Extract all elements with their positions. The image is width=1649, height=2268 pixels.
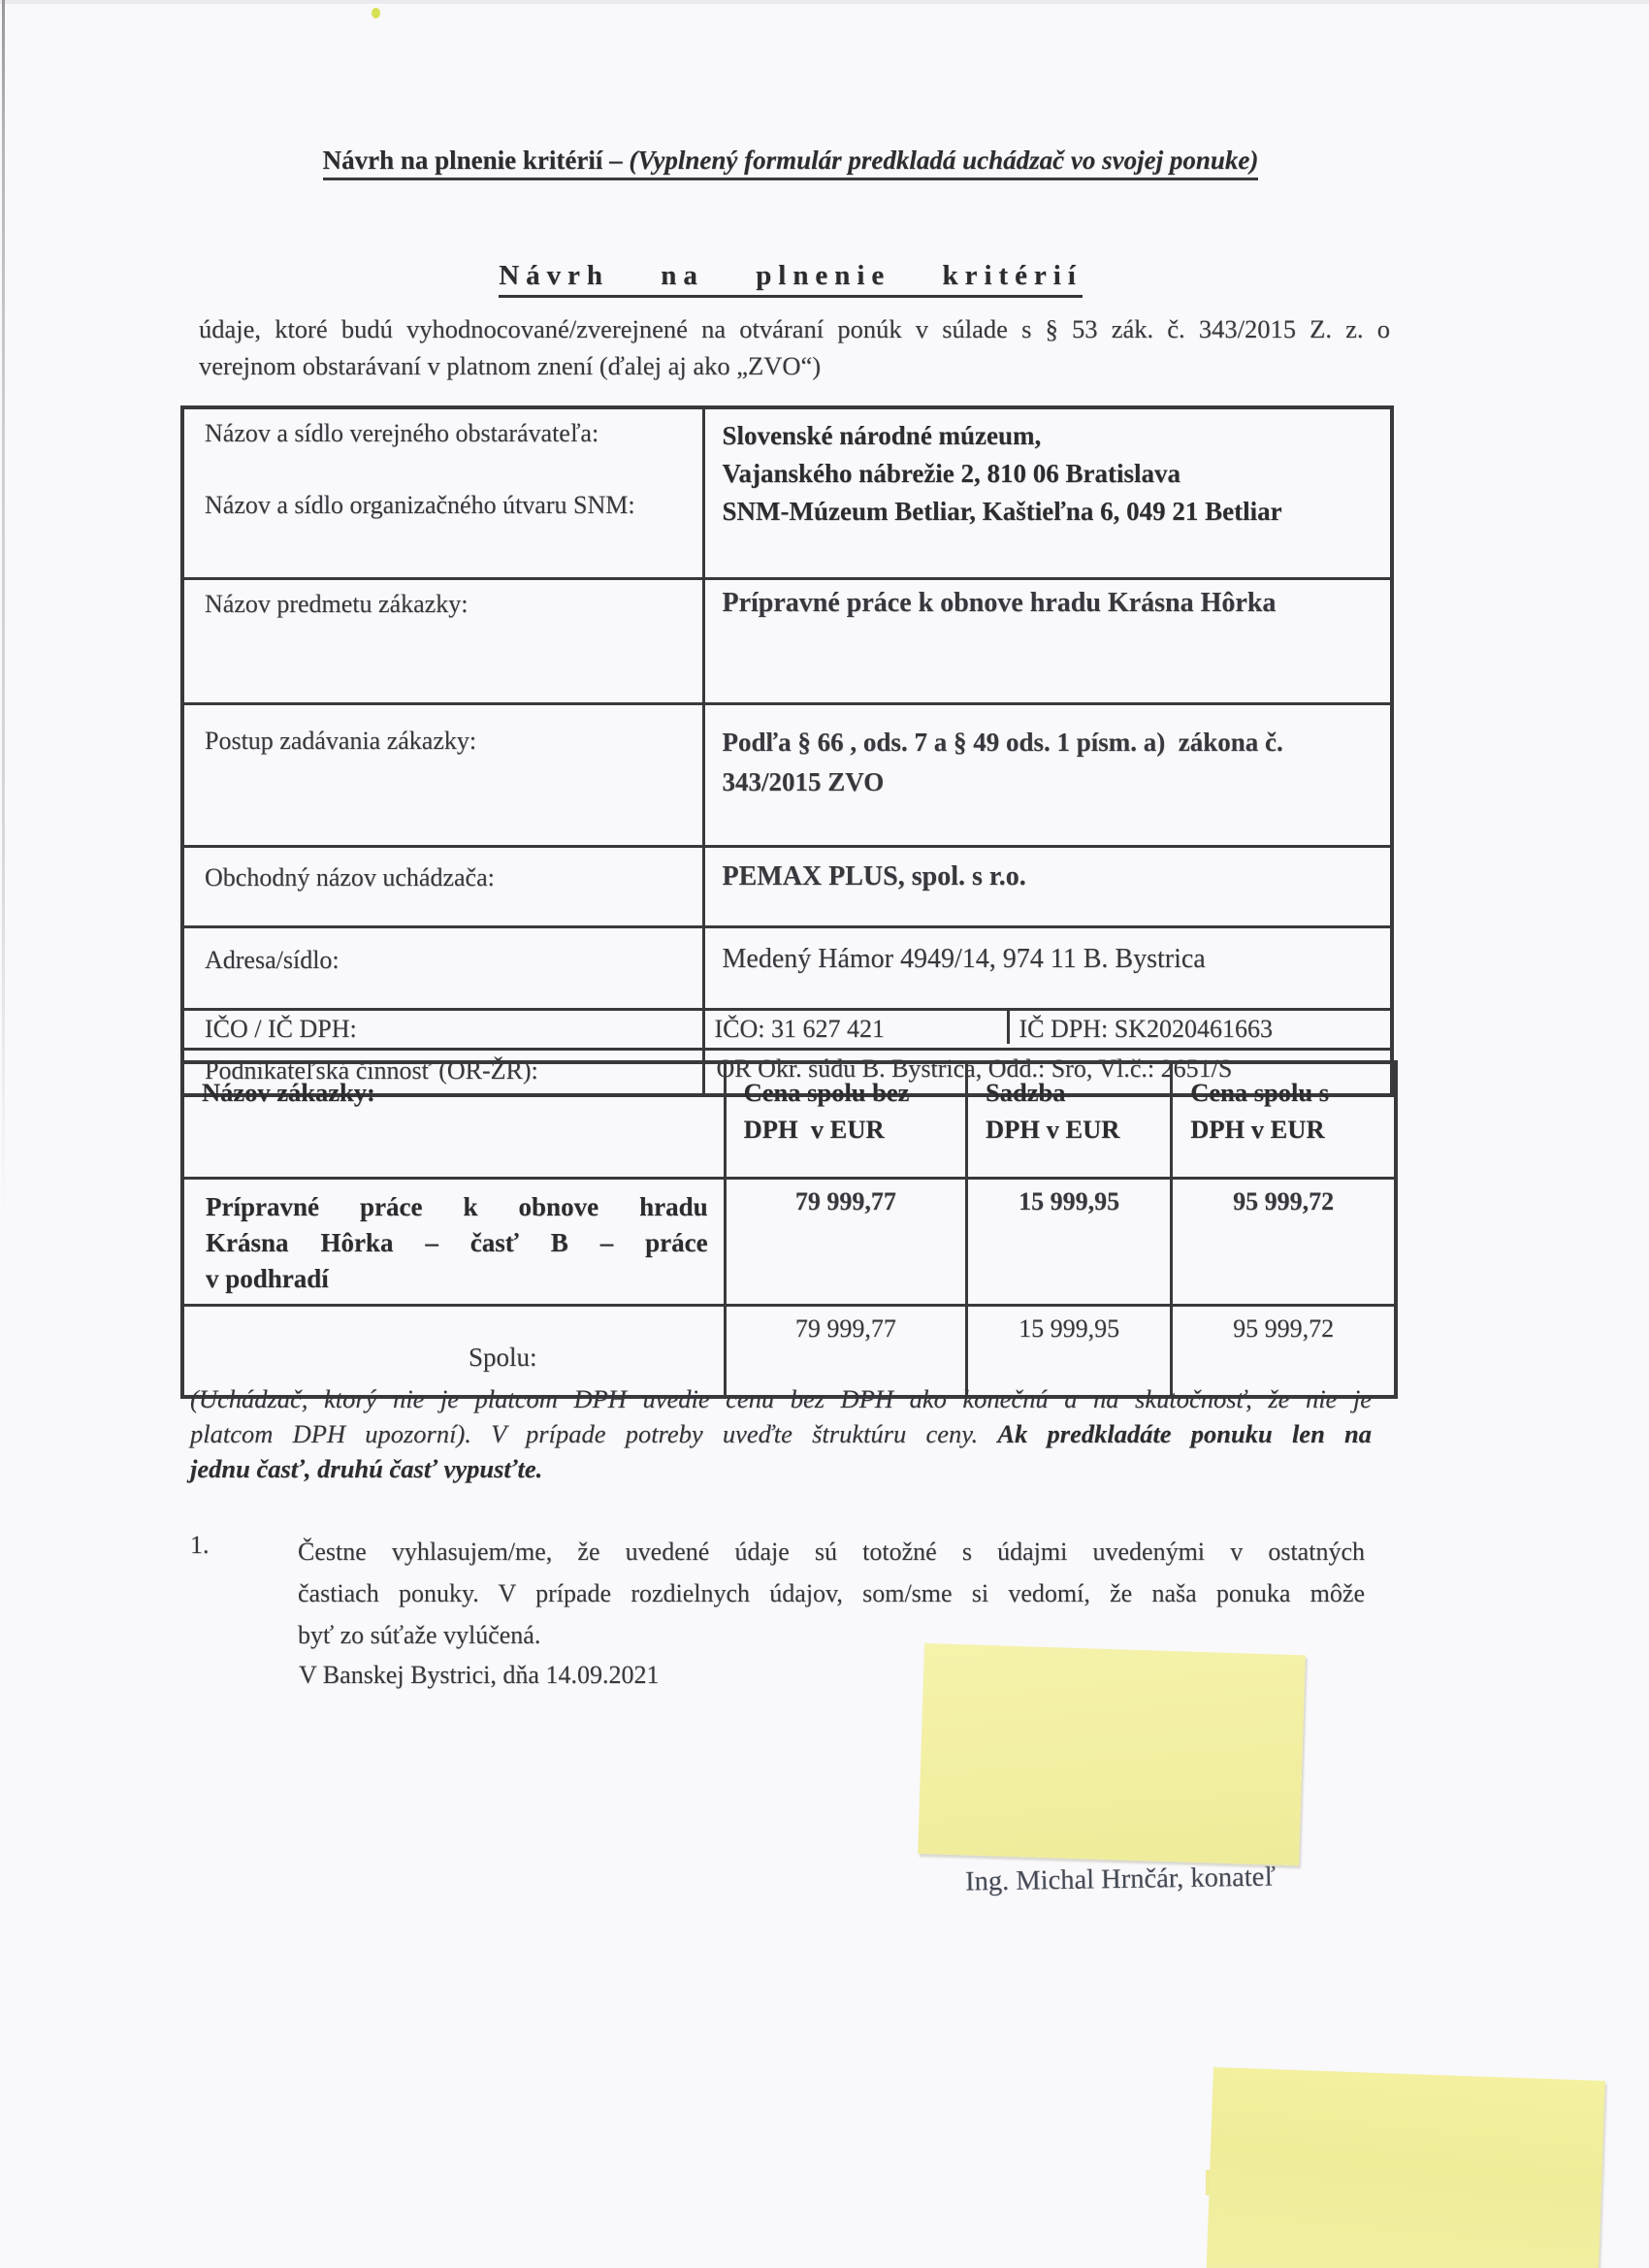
table-row xyxy=(182,407,1392,579)
value-ico-icdph xyxy=(703,1010,1392,1050)
label-address: Adresa/sídlo: xyxy=(182,927,703,1010)
label-procedure: Postup zadávania zákazky: xyxy=(182,704,703,847)
label-ico-icdph: IČO / IČ DPH: xyxy=(182,1010,703,1050)
place-date-line: V Banskej Bystrici, dňa 14.09.2021 xyxy=(299,1661,660,1689)
scan-left-edge-artifact xyxy=(2,0,5,1213)
scan-top-edge-artifact xyxy=(0,0,1649,4)
table-row xyxy=(182,847,1392,927)
signature-line: Ing. Michal Hrnčár, konateľ xyxy=(964,1862,1277,1897)
intro-line-1: údaje, ktoré budú vyhodnocované/zverejnené na otváraní ponúk v súlade s § 53 zák. č. 343/2015 Z. z. o xyxy=(199,314,1390,343)
value-icdph: IČ DPH: SK2020461663 xyxy=(1018,1015,1273,1043)
declaration-line-2: častiach ponuky. V prípade rozdielnych údajov, som/sme si vedomí, že naša ponuka môže xyxy=(298,1579,1365,1607)
col-header-contract-name: Názov zákazky: xyxy=(182,1062,725,1179)
table-row xyxy=(182,1010,1392,1050)
declaration-number: 1. xyxy=(190,1531,210,1559)
document-title xyxy=(146,146,1436,176)
label-subject: Názov predmetu zákazky: xyxy=(182,579,703,704)
value-ico: IČO: 31 627 421 xyxy=(705,1011,1010,1044)
value-contracting-authority: Slovenské národné múzeum, Vajanského nábrežie 2, 810 06 Bratislava SNM-Múzeum Betliar, Kaštieľna 6, 049 21 Betliar xyxy=(703,407,1392,579)
value-subject: Prípravné práce k obnove hradu Krásna Hôrka xyxy=(703,579,1392,704)
total-vat: 15 999,95 xyxy=(967,1306,1172,1398)
table-header-row xyxy=(182,1062,1396,1179)
item-price-no-vat: 79 999,77 xyxy=(725,1179,966,1306)
vat-note-paragraph xyxy=(190,1381,1372,1486)
table-row xyxy=(182,704,1392,847)
col-header-price-with-vat: Cena spolu s DPH v EUR xyxy=(1172,1062,1396,1179)
total-price-with-vat: 95 999,72 xyxy=(1172,1306,1396,1398)
price-criteria-table xyxy=(180,1060,1398,1399)
item-name: Prípravné práce k obnove hradu Krásna Hôrka – časť B – práce v podhradí xyxy=(182,1179,725,1306)
table-row xyxy=(182,927,1392,1010)
document-title-main: Návrh na plnenie kritérií – xyxy=(322,146,630,175)
document-title-note: (Vyplnený formulár predkladá uchádzač vo svojej ponuke) xyxy=(629,146,1259,175)
declaration-line-3: byť zo súťaže vylúčená. xyxy=(298,1621,541,1649)
item-vat: 15 999,95 xyxy=(967,1179,1172,1306)
intro-line-2: verejnom obstarávaní v platnom znení (ďalej aj ako „ZVO“) xyxy=(199,351,822,380)
declaration-paragraph xyxy=(298,1531,1365,1656)
vat-note-line-3: jednu časť, druhú časť vypusťte. xyxy=(190,1454,543,1483)
declaration-line-1: Čestne vyhlasujem/me, že uvedené údaje sú totožné s údajmi uvedenými v ostatných xyxy=(298,1538,1365,1566)
value-bidder-name: PEMAX PLUS, spol. s r.o. xyxy=(703,847,1392,927)
label-bidder-name: Obchodný názov uchádzača: xyxy=(182,847,703,927)
sticky-note-bottom-right xyxy=(1206,2067,1605,2268)
item-price-with-vat: 95 999,72 xyxy=(1172,1179,1396,1306)
label-business-activity: Podnikateľská činnosť (OR-ŽR): xyxy=(182,1050,703,1096)
label-org-unit-snm: Názov a sídlo organizačného útvaru SNM: xyxy=(205,491,635,519)
vat-note-line-1: (Uchádzač, ktorý nie je platcom DPH uvedie cenu bez DPH ako konečnú a na skutočnosť, že nie je xyxy=(190,1384,1372,1413)
total-price-no-vat: 79 999,77 xyxy=(725,1306,966,1398)
table-row xyxy=(182,579,1392,704)
sticky-note-over-signature xyxy=(918,1643,1306,1865)
scan-color-dot-artifact xyxy=(372,8,380,18)
col-header-vat-rate: Sadzba DPH v EUR xyxy=(967,1062,1172,1179)
buyer-and-bidder-table xyxy=(180,405,1394,1097)
intro-paragraph xyxy=(199,310,1390,384)
form-heading xyxy=(146,260,1436,292)
value-procedure: Podľa § 66 , ods. 7 a § 49 ods. 1 písm. a) zákona č. 343/2015 ZVO xyxy=(703,704,1392,847)
col-header-price-no-vat: Cena spolu bez DPH v EUR xyxy=(725,1062,966,1179)
label-contracting-authority: Názov a sídlo verejného obstarávateľa: Názov a sídlo organizačného útvaru SNM: xyxy=(182,407,703,579)
value-address: Medený Hámor 4949/14, 974 11 B. Bystrica xyxy=(703,927,1392,1010)
form-heading-text: Návrh na plnenie kritérií xyxy=(499,260,1083,298)
total-label: Spolu: xyxy=(469,1343,537,1372)
table-item-row xyxy=(182,1179,1396,1306)
value-business-activity: OR Okr. súdu B. Bystrica, Odd.: Sro, Vl.č.: 2651/S xyxy=(703,1050,1392,1096)
vat-note-line-2: platcom DPH upozorní). V prípade potreby uveďte štruktúru ceny. Ak predkladáte ponuku len na xyxy=(190,1419,1372,1448)
